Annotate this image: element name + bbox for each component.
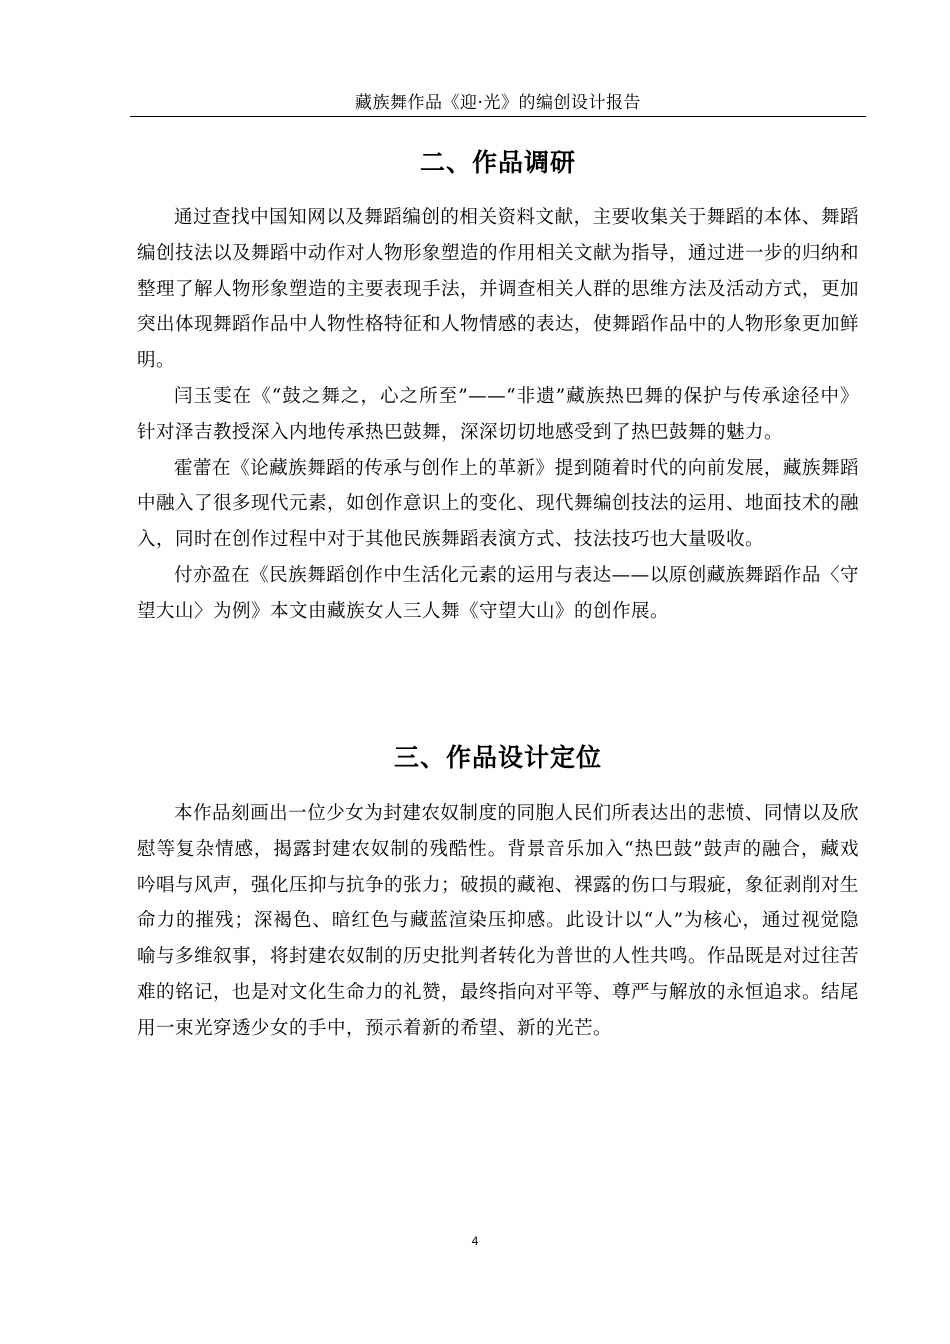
paragraph: 闫玉雯在《“鼓之舞之，心之所至”——“非遗”藏族热巴舞的保护与传承途径中》针对泽吉教授深入内地传承热巴鼓舞，深深切切地感受到了热巴鼓舞的魅力。 — [137, 385, 859, 443]
header-rule — [130, 116, 866, 117]
running-header: 藏族舞作品《迎·光》的编创设计报告 — [355, 93, 641, 113]
paragraph: 付亦盈在《民族舞蹈创作中生活化元素的运用与表达——以原创藏族舞蹈作品〈守望大山〉为例》本文由藏族女人三人舞《守望大山》的创作展。 — [137, 564, 859, 622]
paragraph: 本作品刻画出一位少女为封建农奴制度的同胞人民们所表达出的悲愤、同情以及欣慰等复杂情感，揭露封建农奴制的残酷性。背景音乐加入“热巴鼓”鼓声的融合，藏戏吟唱与风声，强化压抑与抗争的张力；破损的藏袍、裸露的伤口与瑕疵，象征剥削对生命力的摧残；深褐色、暗红色与藏蓝渲染压抑感。此设计以“人”为核心，通过视觉隐喻与多维叙事，将封建农奴制的历史批判者转化为普世的人性共鸣。作品既是对过往苦难的铭记，也是对文化生命力的礼赞，最终指向对平等、尊严与解放的永恒追求。结尾用一束光穿透少女的手中，预示着新的希望、新的光芒。 — [137, 803, 860, 1039]
section-heading-research: 二、作品调研 — [419, 148, 576, 177]
paragraph: 通过查找中国知网以及舞蹈编创的相关资料文献，主要收集关于舞蹈的本体、舞蹈编创技法以及舞蹈中动作对人物形象塑造的作用相关文献为指导，通过进一步的归纳和整理了解人物形象塑造的主要表现手法，并调查相关人群的思维方法及活动方式，更加突出体现舞蹈作品中人物性格特征和人物情感的表达，使舞蹈作品中的人物形象更加鲜明。 — [137, 207, 860, 372]
section-body-research — [137, 200, 859, 630]
section-body-positioning — [137, 796, 859, 1047]
page-number: 4 — [471, 1234, 479, 1248]
section-heading-positioning: 三、作品设计定位 — [393, 743, 602, 772]
paragraph: 霍蕾在《论藏族舞蹈的传承与创作上的革新》提到随着时代的向前发展，藏族舞蹈中融入了很多现代元素，如创作意识上的变化、现代舞编创技法的运用、地面技术的融入，同时在创作过程中对于其他民族舞蹈表演方式、技法技巧也大量吸收。 — [137, 457, 860, 551]
